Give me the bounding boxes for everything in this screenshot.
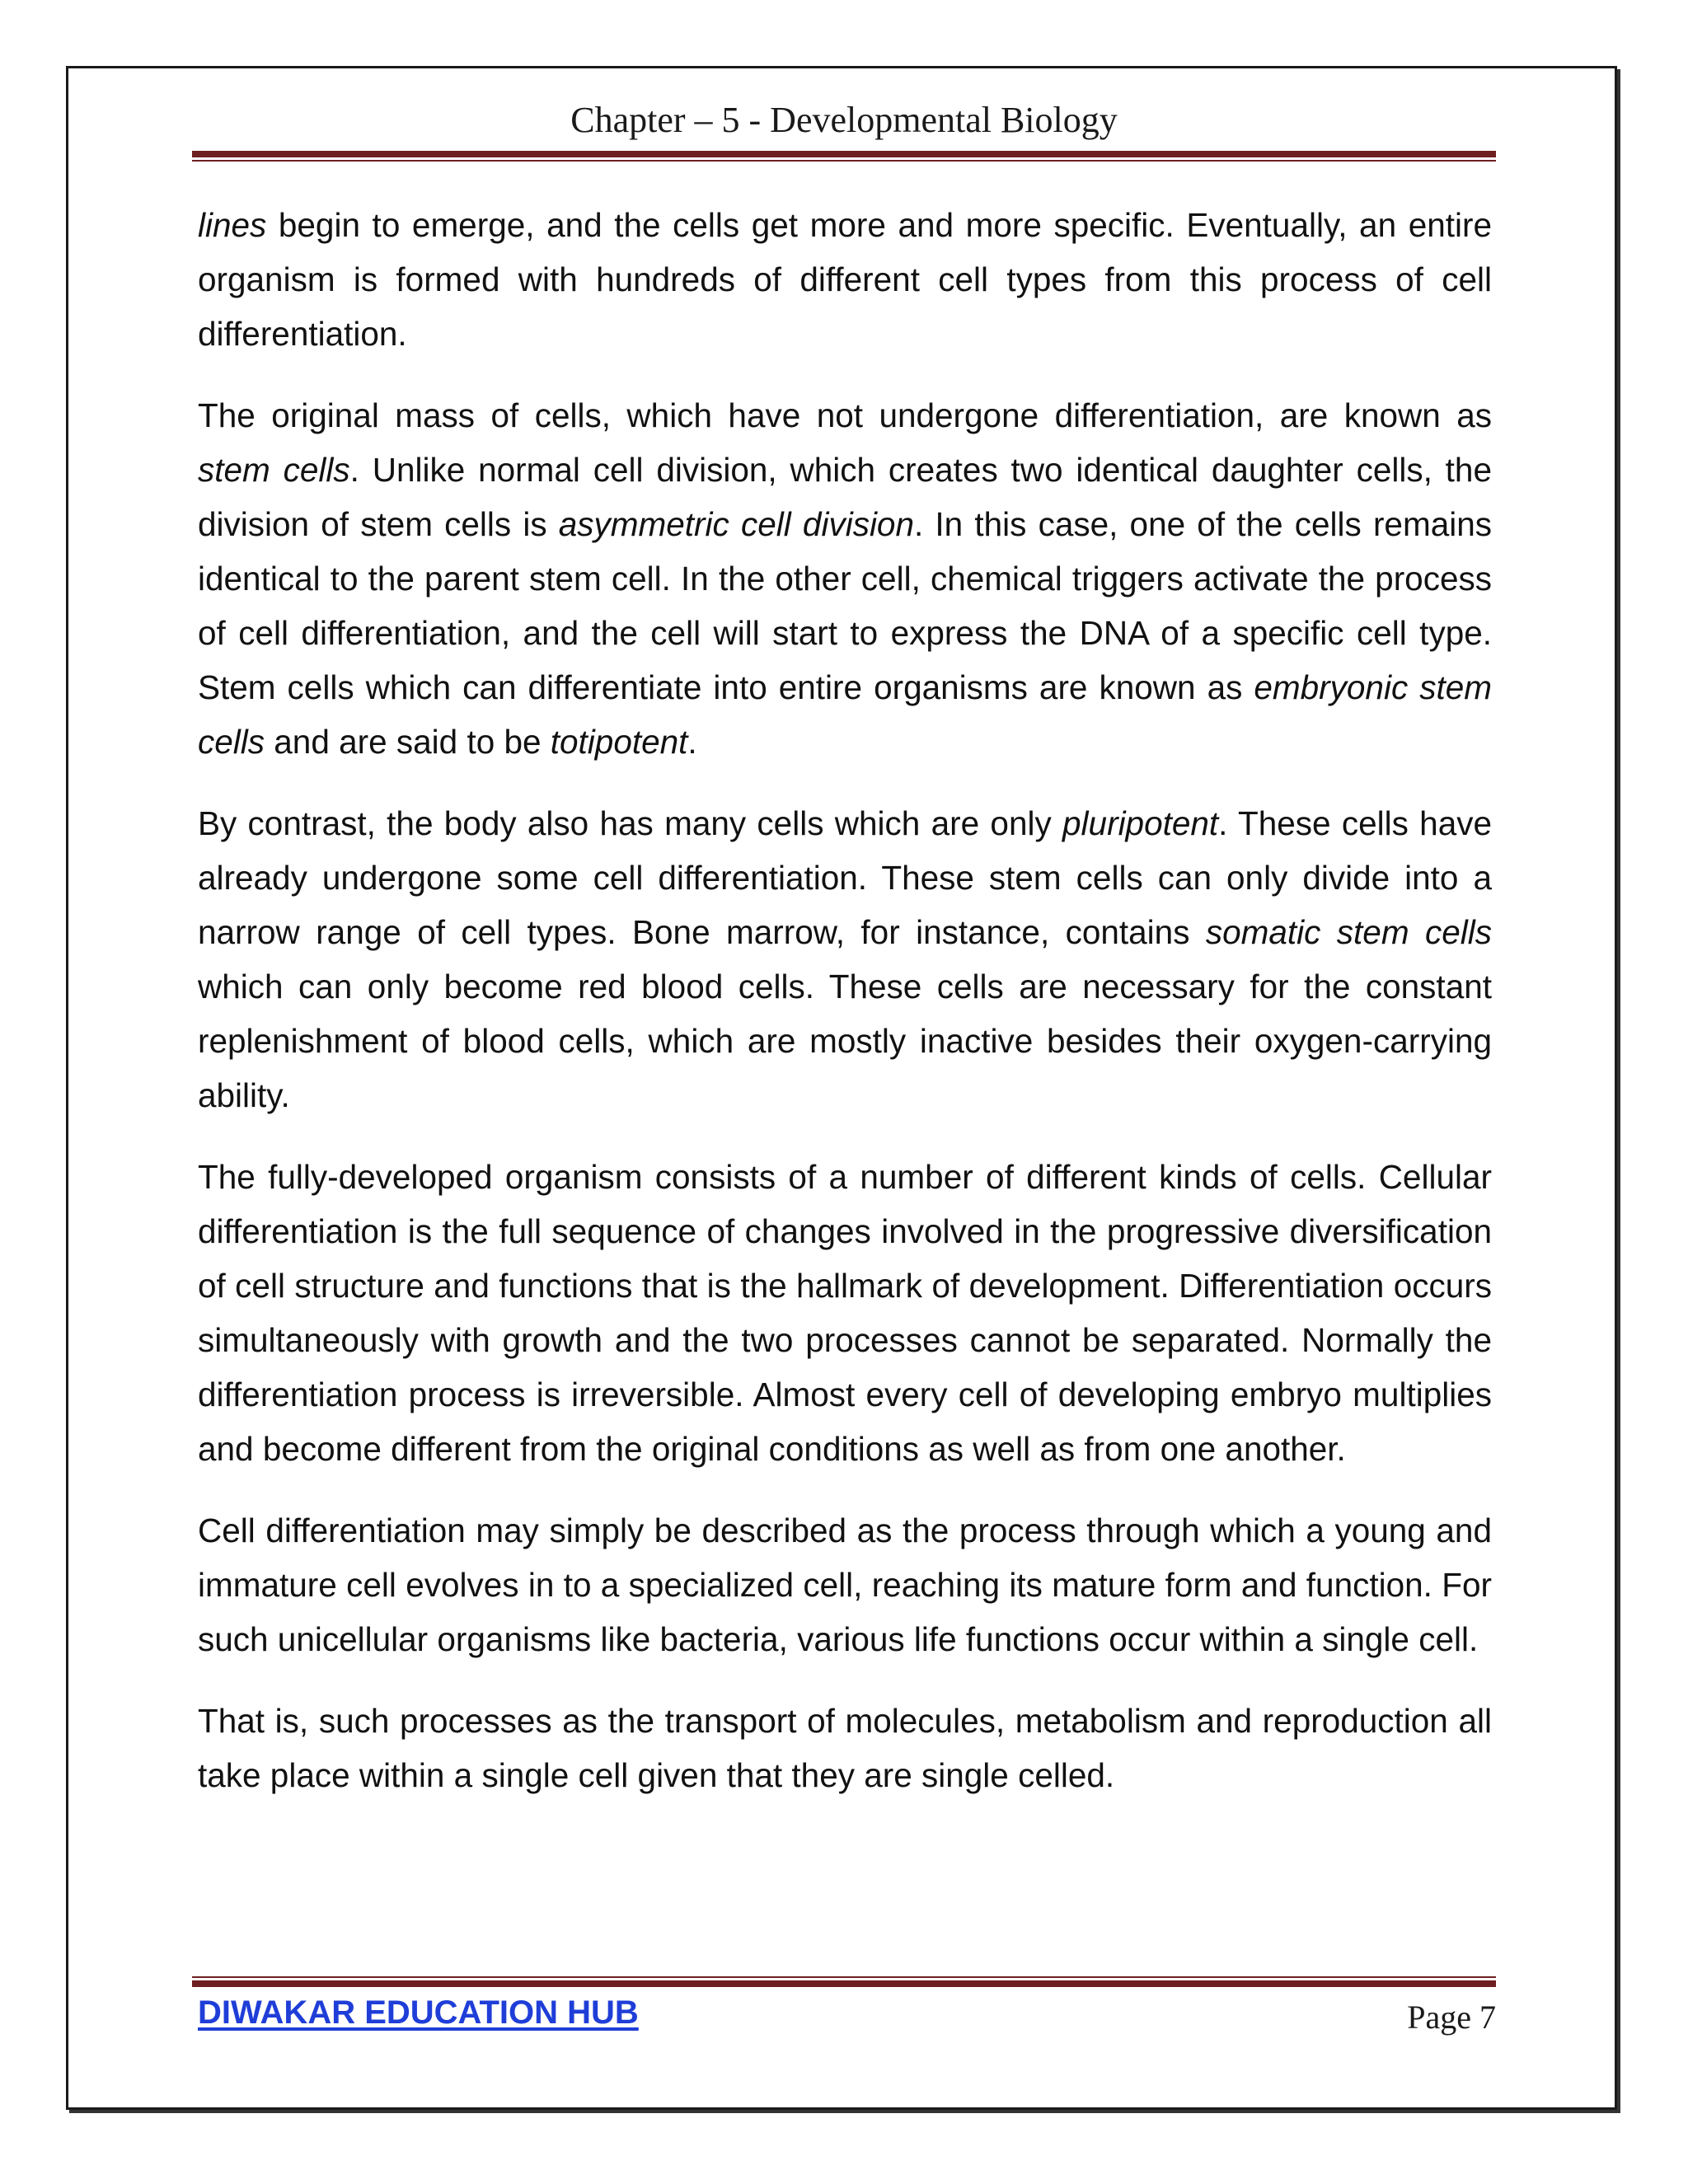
italic-term: totipotent <box>550 723 688 761</box>
paragraph <box>198 1150 1492 1476</box>
footer-rule-thin <box>192 1976 1496 1978</box>
paragraph <box>198 198 1492 361</box>
header-rule-thick <box>192 151 1496 157</box>
text-run: That is, such processes as the transport of molecules, metabolism and reproduction all take place within a single cell given that they are single celled. <box>198 1702 1492 1794</box>
paragraph <box>198 388 1492 769</box>
text-run: . Unlike normal cell division, which creates two identical daughter cells, the division of stem cells is <box>198 451 1492 543</box>
paragraph <box>198 1503 1492 1666</box>
text-run: . These cells have already undergone some cell differentiation. These stem cells can only divide into a narrow range of cell types. Bone marrow, for instance, contains <box>198 804 1492 951</box>
paragraph <box>198 796 1492 1122</box>
text-run: begin to emerge, and the cells get more and more specific. Eventually, an entire organism is formed with hundreds of different cell types from this process of cell differentiation. <box>198 206 1492 353</box>
italic-term: stem cells <box>198 451 350 489</box>
italic-term: asymmetric cell division <box>558 505 914 543</box>
text-run: The fully-developed organism consists of a number of different kinds of cells. Cellular differentiation is the full sequence of changes involved in the progressive diversification of cell structure and functions that is the hallmark of development. Differentiation occurs simultaneously with growth and the two processes cannot be separated. Normally the differentiation process is irreversible. Almost every cell of developing embryo multiplies and become different from the original conditions as well as from one another. <box>198 1158 1492 1468</box>
italic-term: lines <box>198 206 267 244</box>
text-run: By contrast, the body also has many cells which are only <box>198 804 1063 842</box>
footer-brand-link[interactable]: DIWAKAR EDUCATION HUB <box>198 1994 639 2031</box>
chapter-header: Chapter – 5 - Developmental Biology <box>570 100 1118 140</box>
text-run: and are said to be <box>265 723 551 761</box>
footer-rule-thick <box>192 1980 1496 1987</box>
text-run: which can only become red blood cells. These cells are necessary for the constant replenishment of blood cells, which are mostly inactive besides their oxygen-carrying ability. <box>198 968 1492 1114</box>
text-run: The original mass of cells, which have not undergone differentiation, are known as <box>198 396 1492 434</box>
body-text <box>198 198 1492 1830</box>
italic-term: pluripotent <box>1062 804 1219 842</box>
page-number: Page 7 <box>1407 1999 1496 2036</box>
text-run: Cell differentiation may simply be described as the process through which a young and immature cell evolves in to a specialized cell, reaching its mature form and function. For such unicellular organisms like bacteria, various life functions occur within a single cell. <box>198 1511 1492 1658</box>
paragraph <box>198 1694 1492 1802</box>
text-run: . <box>687 723 697 761</box>
italic-term: embryonic stem cells <box>198 668 1492 761</box>
text-run: . In this case, one of the cells remains identical to the parent stem cell. In the other cell, chemical triggers activate the process of cell differentiation, and the cell will start to express the DNA of a specific cell type. Stem cells which can differentiate into entire organisms are known as <box>198 505 1492 706</box>
header-rule-thin <box>192 160 1496 162</box>
italic-term: somatic stem cells <box>1205 913 1492 951</box>
